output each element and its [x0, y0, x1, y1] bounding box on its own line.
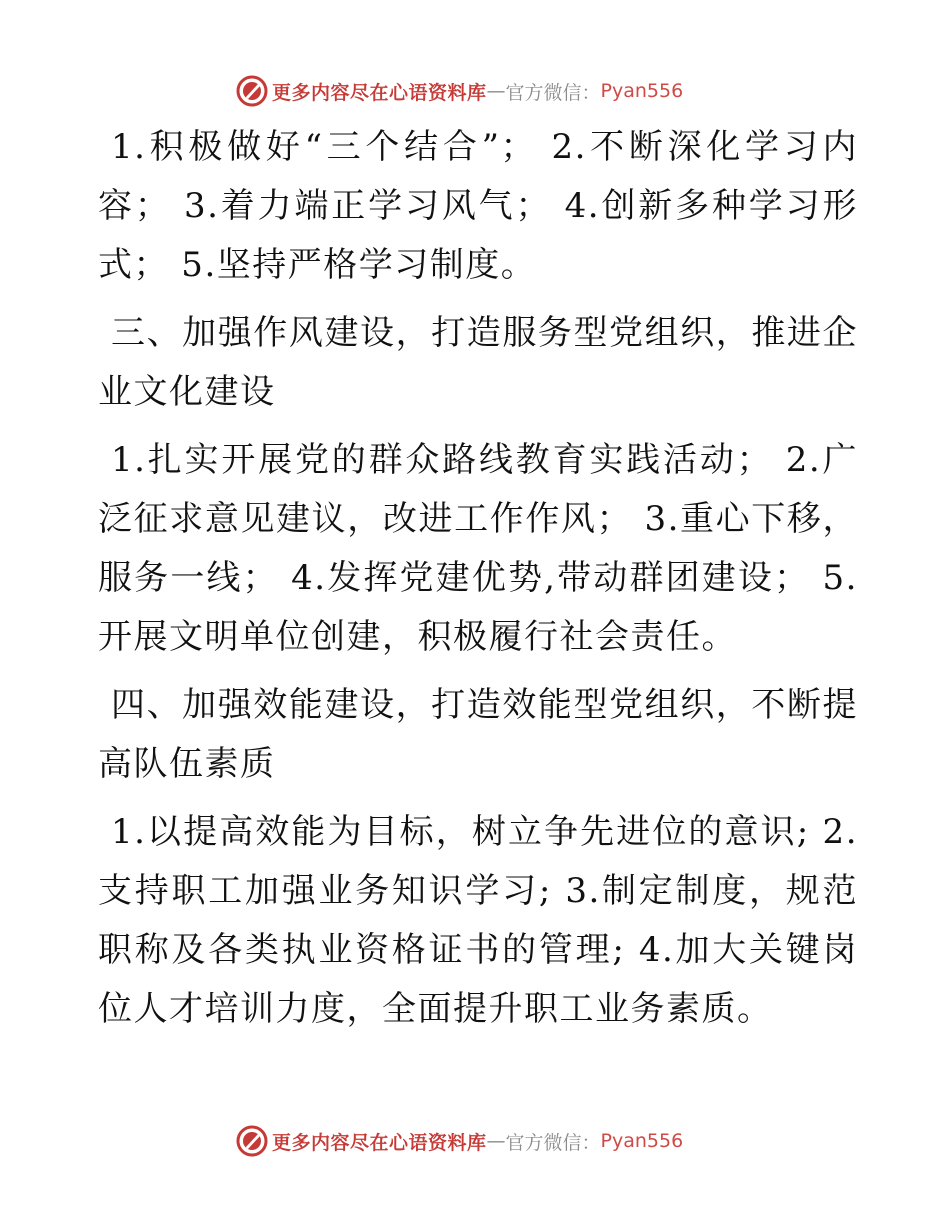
paragraph-text: 四、加强效能建设，打造效能型党组织，不断提高队伍素质 [98, 685, 858, 784]
pen-logo-icon [236, 1125, 268, 1157]
watermark-id: Pyan556 [600, 80, 684, 102]
watermark-site-text: 更多内容尽在心语资料库 [272, 81, 487, 104]
watermark-dash: — [486, 1130, 506, 1152]
paragraph-text: 1.积极做好“三个结合”； 2.不断深化学习内容； 3.着力端正学习风气； 4.创新多种学习形式； 5.坚持严格学习制度。 [98, 127, 858, 285]
watermark-label: 官方微信： [505, 81, 601, 104]
header-watermark [236, 74, 683, 108]
paragraph-text: 三、加强作风建设，打造服务型党组织，推进企业文化建设 [98, 313, 858, 412]
section-heading-3 [98, 304, 858, 422]
section-heading-4 [98, 676, 858, 794]
watermark-label: 官方微信： [505, 1131, 601, 1154]
paragraph-style-items [98, 431, 858, 667]
footer-watermark [236, 1124, 683, 1158]
watermark-dash: — [486, 80, 506, 102]
pen-logo-icon [236, 75, 268, 107]
watermark-id: Pyan556 [600, 1130, 684, 1152]
paragraph-text: 1.扎实开展党的群众路线教育实践活动； 2.广泛征求意见建议，改进工作作风； 3.重心下移，服务一线； 4.发挥党建优势,带动群团建设； 5.开展文明单位创建，积极履行社会责任。 [98, 440, 858, 657]
paragraph-efficiency-items [98, 803, 858, 1039]
paragraph-text: 1.以提高效能为目标，树立争先进位的意识; 2.支持职工加强业务知识学习; 3.制定制度，规范职称及各类执业资格证书的管理; 4.加大关键岗位人才培训力度，全面提升职工业务素质。 [98, 812, 858, 1029]
watermark-site-text: 更多内容尽在心语资料库 [272, 1131, 487, 1154]
paragraph-study-items [98, 118, 858, 295]
document-body [98, 118, 858, 1048]
